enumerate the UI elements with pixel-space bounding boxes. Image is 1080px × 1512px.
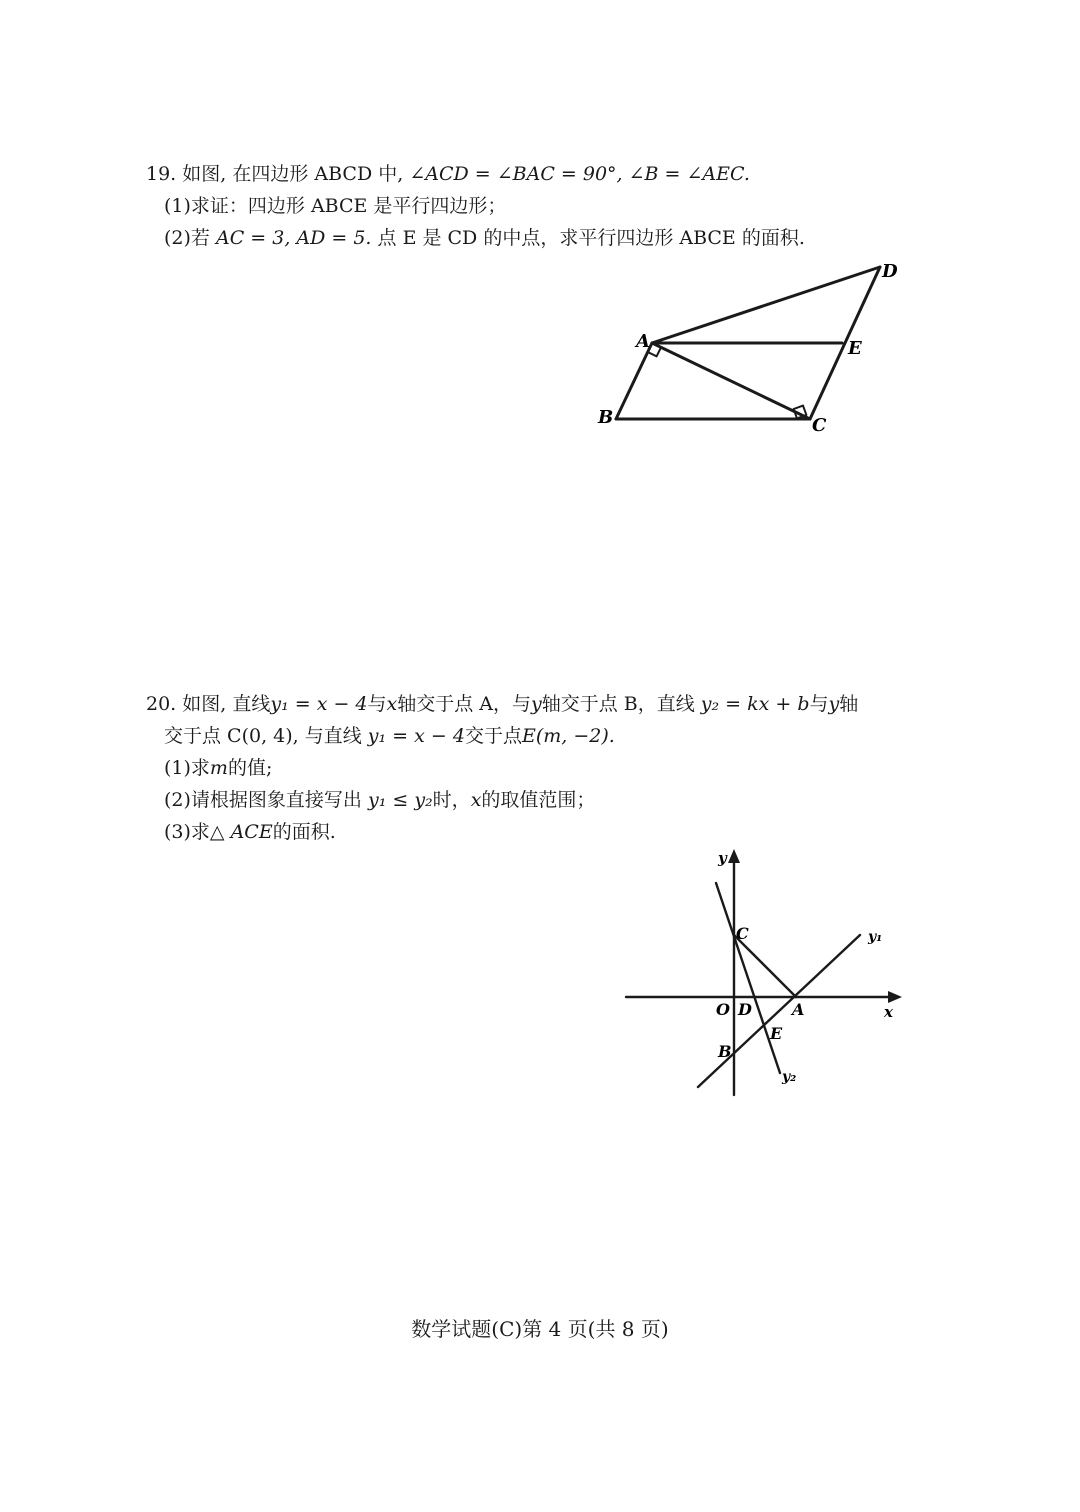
q20-p2-m: y₁ ≤ y₂	[367, 789, 433, 811]
q19-part2	[164, 226, 805, 250]
label-E: E	[770, 1024, 783, 1043]
q20-p2-a: (2)请根据图象直接写出	[164, 789, 368, 811]
q20-p3-m: ACE	[230, 821, 273, 843]
q20-l1-e: 与	[809, 693, 829, 715]
segment-AB	[616, 343, 652, 419]
q20-part1	[164, 756, 272, 780]
label-B: B	[718, 1042, 732, 1061]
q20-p2-c: 的取值范围；	[481, 789, 596, 811]
q19-part2-math: AC = 3, AD = 5.	[215, 227, 372, 249]
label-E: E	[848, 338, 862, 359]
segment-AD	[652, 267, 880, 343]
label-D: D	[738, 1000, 752, 1019]
q19-part1: (1)求证：四边形 ABCE 是平行四边形；	[164, 195, 507, 217]
q20-l1-m3: y	[531, 693, 542, 715]
q20-part2	[164, 788, 595, 812]
x-axis-arrow	[888, 991, 902, 1003]
q20-p2-b: 时，	[432, 789, 471, 811]
q20-p1-m: m	[209, 757, 228, 779]
label-D: D	[882, 261, 898, 282]
right-angle-mark-C	[794, 406, 807, 419]
q19-part2-text: (2)若	[164, 227, 216, 249]
q20-l1-m5: y	[828, 693, 840, 715]
q20-l2-m1: y₁ = x − 4	[367, 725, 465, 747]
q20-p2-m2: x	[470, 789, 482, 811]
label-O: O	[716, 1000, 730, 1019]
label-y2: y₂	[782, 1069, 797, 1085]
q20-p3-a: (3)求△	[164, 821, 231, 843]
y-axis-arrow	[728, 849, 740, 863]
label-x-axis: x	[884, 1003, 893, 1021]
q19-stem-text: 19. 如图, 在四边形 ABCD 中,	[146, 163, 410, 185]
q20-l1-b: 与	[367, 693, 387, 715]
q19-stem	[146, 162, 750, 186]
label-y-axis: y	[718, 849, 727, 867]
q19-part2-suffix: 点 E 是 CD 的中点，求平行四边形 ABCE 的面积.	[371, 227, 805, 249]
label-A: A	[792, 1000, 805, 1019]
q20-l1-m1: y₁ = x − 4	[270, 693, 368, 715]
q19-figure	[590, 255, 910, 445]
q20-figure	[620, 845, 910, 1105]
segment-AC	[652, 343, 810, 419]
q20-stem-line2	[164, 724, 615, 748]
q20-l2-b: 交于点	[464, 725, 522, 747]
q20-l1-m2: x	[386, 693, 398, 715]
label-C: C	[736, 924, 749, 943]
label-A: A	[636, 331, 650, 352]
q20-l1-c: 轴交于点 A，与	[397, 693, 531, 715]
q20-l2-m2: E(m, −2).	[521, 725, 615, 747]
label-C: C	[812, 415, 827, 436]
label-B: B	[598, 407, 614, 428]
q20-l1-f: 轴	[839, 693, 859, 715]
q20-part3	[164, 820, 336, 844]
q20-l2-a: 交于点 C(0, 4), 与直线	[164, 725, 368, 747]
q20-l1-a: 20. 如图, 直线	[146, 693, 271, 715]
q20-p3-b: 的面积.	[272, 821, 336, 843]
q20-stem-line1	[146, 692, 858, 716]
q20-p1-a: (1)求	[164, 757, 210, 779]
label-y1: y₁	[868, 929, 883, 945]
page-footer: 数学试题(C)第 4 页(共 8 页)	[411, 1317, 669, 1341]
q20-p1-b: 的值;	[227, 757, 273, 779]
q20-l1-d: 轴交于点 B，直线	[541, 693, 701, 715]
q19-stem-math: ∠ACD = ∠BAC = 90°, ∠B = ∠AEC.	[409, 163, 750, 185]
q20-l1-m4: y₂ = kx + b	[700, 693, 810, 715]
